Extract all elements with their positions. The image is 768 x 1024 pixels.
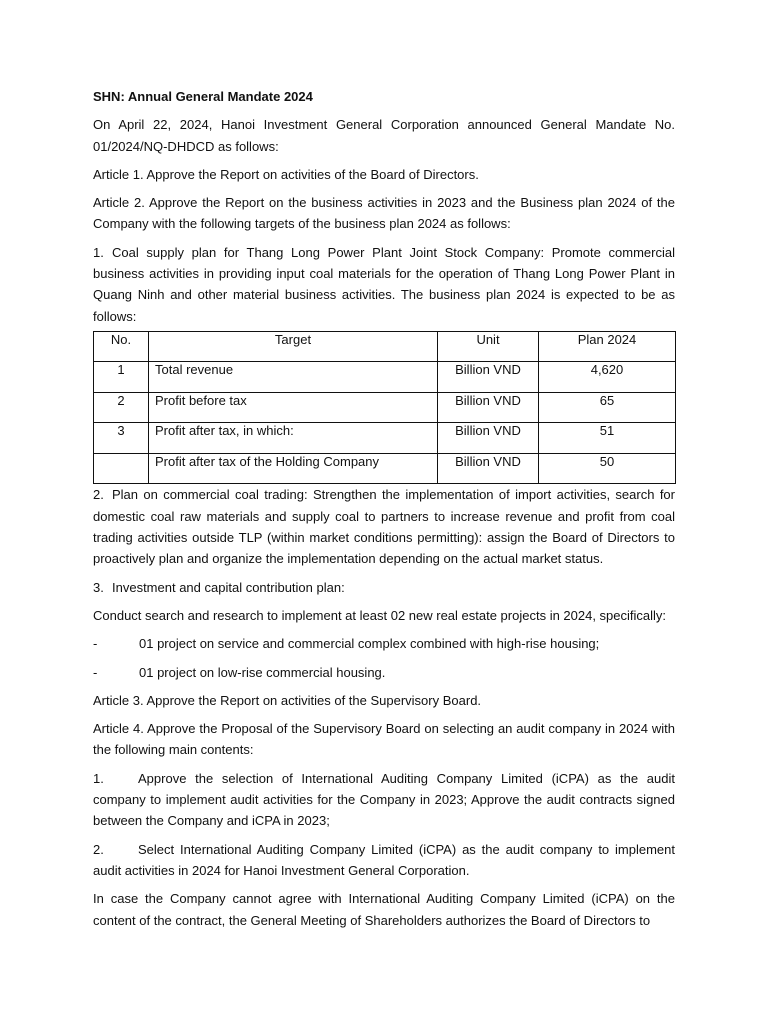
header-no: No. xyxy=(94,331,149,362)
plan-item-2-number: 2. xyxy=(93,487,104,503)
article-1: Article 1. Approve the Report on activities of the Board of Directors. xyxy=(93,166,479,182)
table-row xyxy=(94,453,676,484)
list-item xyxy=(93,633,675,654)
plan-item-2 xyxy=(93,484,675,569)
table-row xyxy=(94,392,676,423)
research-paragraph: Conduct search and research to implement at least 02 new real estate projects in 2024, specifically: xyxy=(93,607,667,623)
article-3: Article 3. Approve the Report on activities of the Supervisory Board. xyxy=(93,692,482,708)
list-item xyxy=(93,662,675,683)
row-no xyxy=(94,453,149,484)
article-4-item-2-text: Select International Auditing Company Limited (iCPA) as the audit company to implement audit activities in 2024 for Hanoi Investment General Corporation. xyxy=(93,841,675,878)
plan-item-3-text: Investment and capital contribution plan: xyxy=(112,579,345,595)
row-target: Profit before tax xyxy=(149,392,438,423)
plan-item-1-text: Coal supply plan for Thang Long Power Plant Joint Stock Company: Promote commercial business activities in providing input coal materials for the operation of Thang Long Power Plant in Quang Ninh and other material business activities. The business plan 2024 is expected to be as follows: xyxy=(93,244,675,324)
row-plan: 65 xyxy=(539,392,676,423)
list-item-text: 01 project on service and commercial complex combined with high-rise housing; xyxy=(139,636,600,652)
article-4-item-1 xyxy=(93,768,675,832)
row-target: Total revenue xyxy=(149,362,438,393)
page-title: SHN: Annual General Mandate 2024 xyxy=(93,89,313,104)
row-unit: Billion VND xyxy=(438,362,539,393)
plan-item-3 xyxy=(93,577,675,598)
row-target: Profit after tax, in which: xyxy=(149,423,438,454)
row-plan: 51 xyxy=(539,423,676,454)
article-4: Article 4. Approve the Proposal of the Supervisory Board on selecting an audit company in 2024 with the following main contents: xyxy=(93,721,675,758)
business-plan-table xyxy=(93,331,676,485)
row-no: 3 xyxy=(94,423,149,454)
table-row xyxy=(94,423,676,454)
header-plan: Plan 2024 xyxy=(539,331,676,362)
closing-paragraph: In case the Company cannot agree with International Auditing Company Limited (iCPA) on the content of the contract, the General Meeting of Shareholders authorizes the Board of Directors to xyxy=(93,891,675,928)
plan-item-3-number: 3. xyxy=(93,579,104,595)
row-plan: 4,620 xyxy=(539,362,676,393)
table-row xyxy=(94,362,676,393)
article-4-item-1-number: 1. xyxy=(93,770,104,786)
row-unit: Billion VND xyxy=(438,392,539,423)
plan-item-2-text: Plan on commercial coal trading: Strengthen the implementation of import activities, search for domestic coal raw materials and supply coal to partners to increase revenue and profit from coal trading activities outside TLP (within market conditions permitting): assign the Board of Directors to proactively plan and organize the implementation depending on the actual market status. xyxy=(93,487,675,567)
plan-item-1-number: 1. xyxy=(93,244,104,260)
article-4-item-2 xyxy=(93,839,675,882)
row-unit: Billion VND xyxy=(438,453,539,484)
row-no: 2 xyxy=(94,392,149,423)
row-plan: 50 xyxy=(539,453,676,484)
list-dash: - xyxy=(93,664,98,680)
plan-item-1 xyxy=(93,242,675,327)
article-2: Article 2. Approve the Report on the business activities in 2023 and the Business plan 2024 of the Company with the following targets of the business plan 2024 as follows: xyxy=(93,195,675,232)
row-unit: Billion VND xyxy=(438,423,539,454)
list-dash: - xyxy=(93,636,98,652)
article-4-item-1-text: Approve the selection of International Auditing Company Limited (iCPA) as the audit company to implement audit activities for the Company in 2023; Approve the audit contracts signed between the Company and iCPA in 2023; xyxy=(93,770,675,829)
table-header-row xyxy=(94,331,676,362)
article-4-item-2-number: 2. xyxy=(93,841,104,857)
row-no: 1 xyxy=(94,362,149,393)
row-target: Profit after tax of the Holding Company xyxy=(149,453,438,484)
list-item-text: 01 project on low-rise commercial housing. xyxy=(139,664,386,680)
intro-paragraph: On April 22, 2024, Hanoi Investment General Corporation announced General Mandate No. 01/2024/NQ-DHDCD as follows: xyxy=(93,117,675,154)
header-unit: Unit xyxy=(438,331,539,362)
header-target: Target xyxy=(149,331,438,362)
